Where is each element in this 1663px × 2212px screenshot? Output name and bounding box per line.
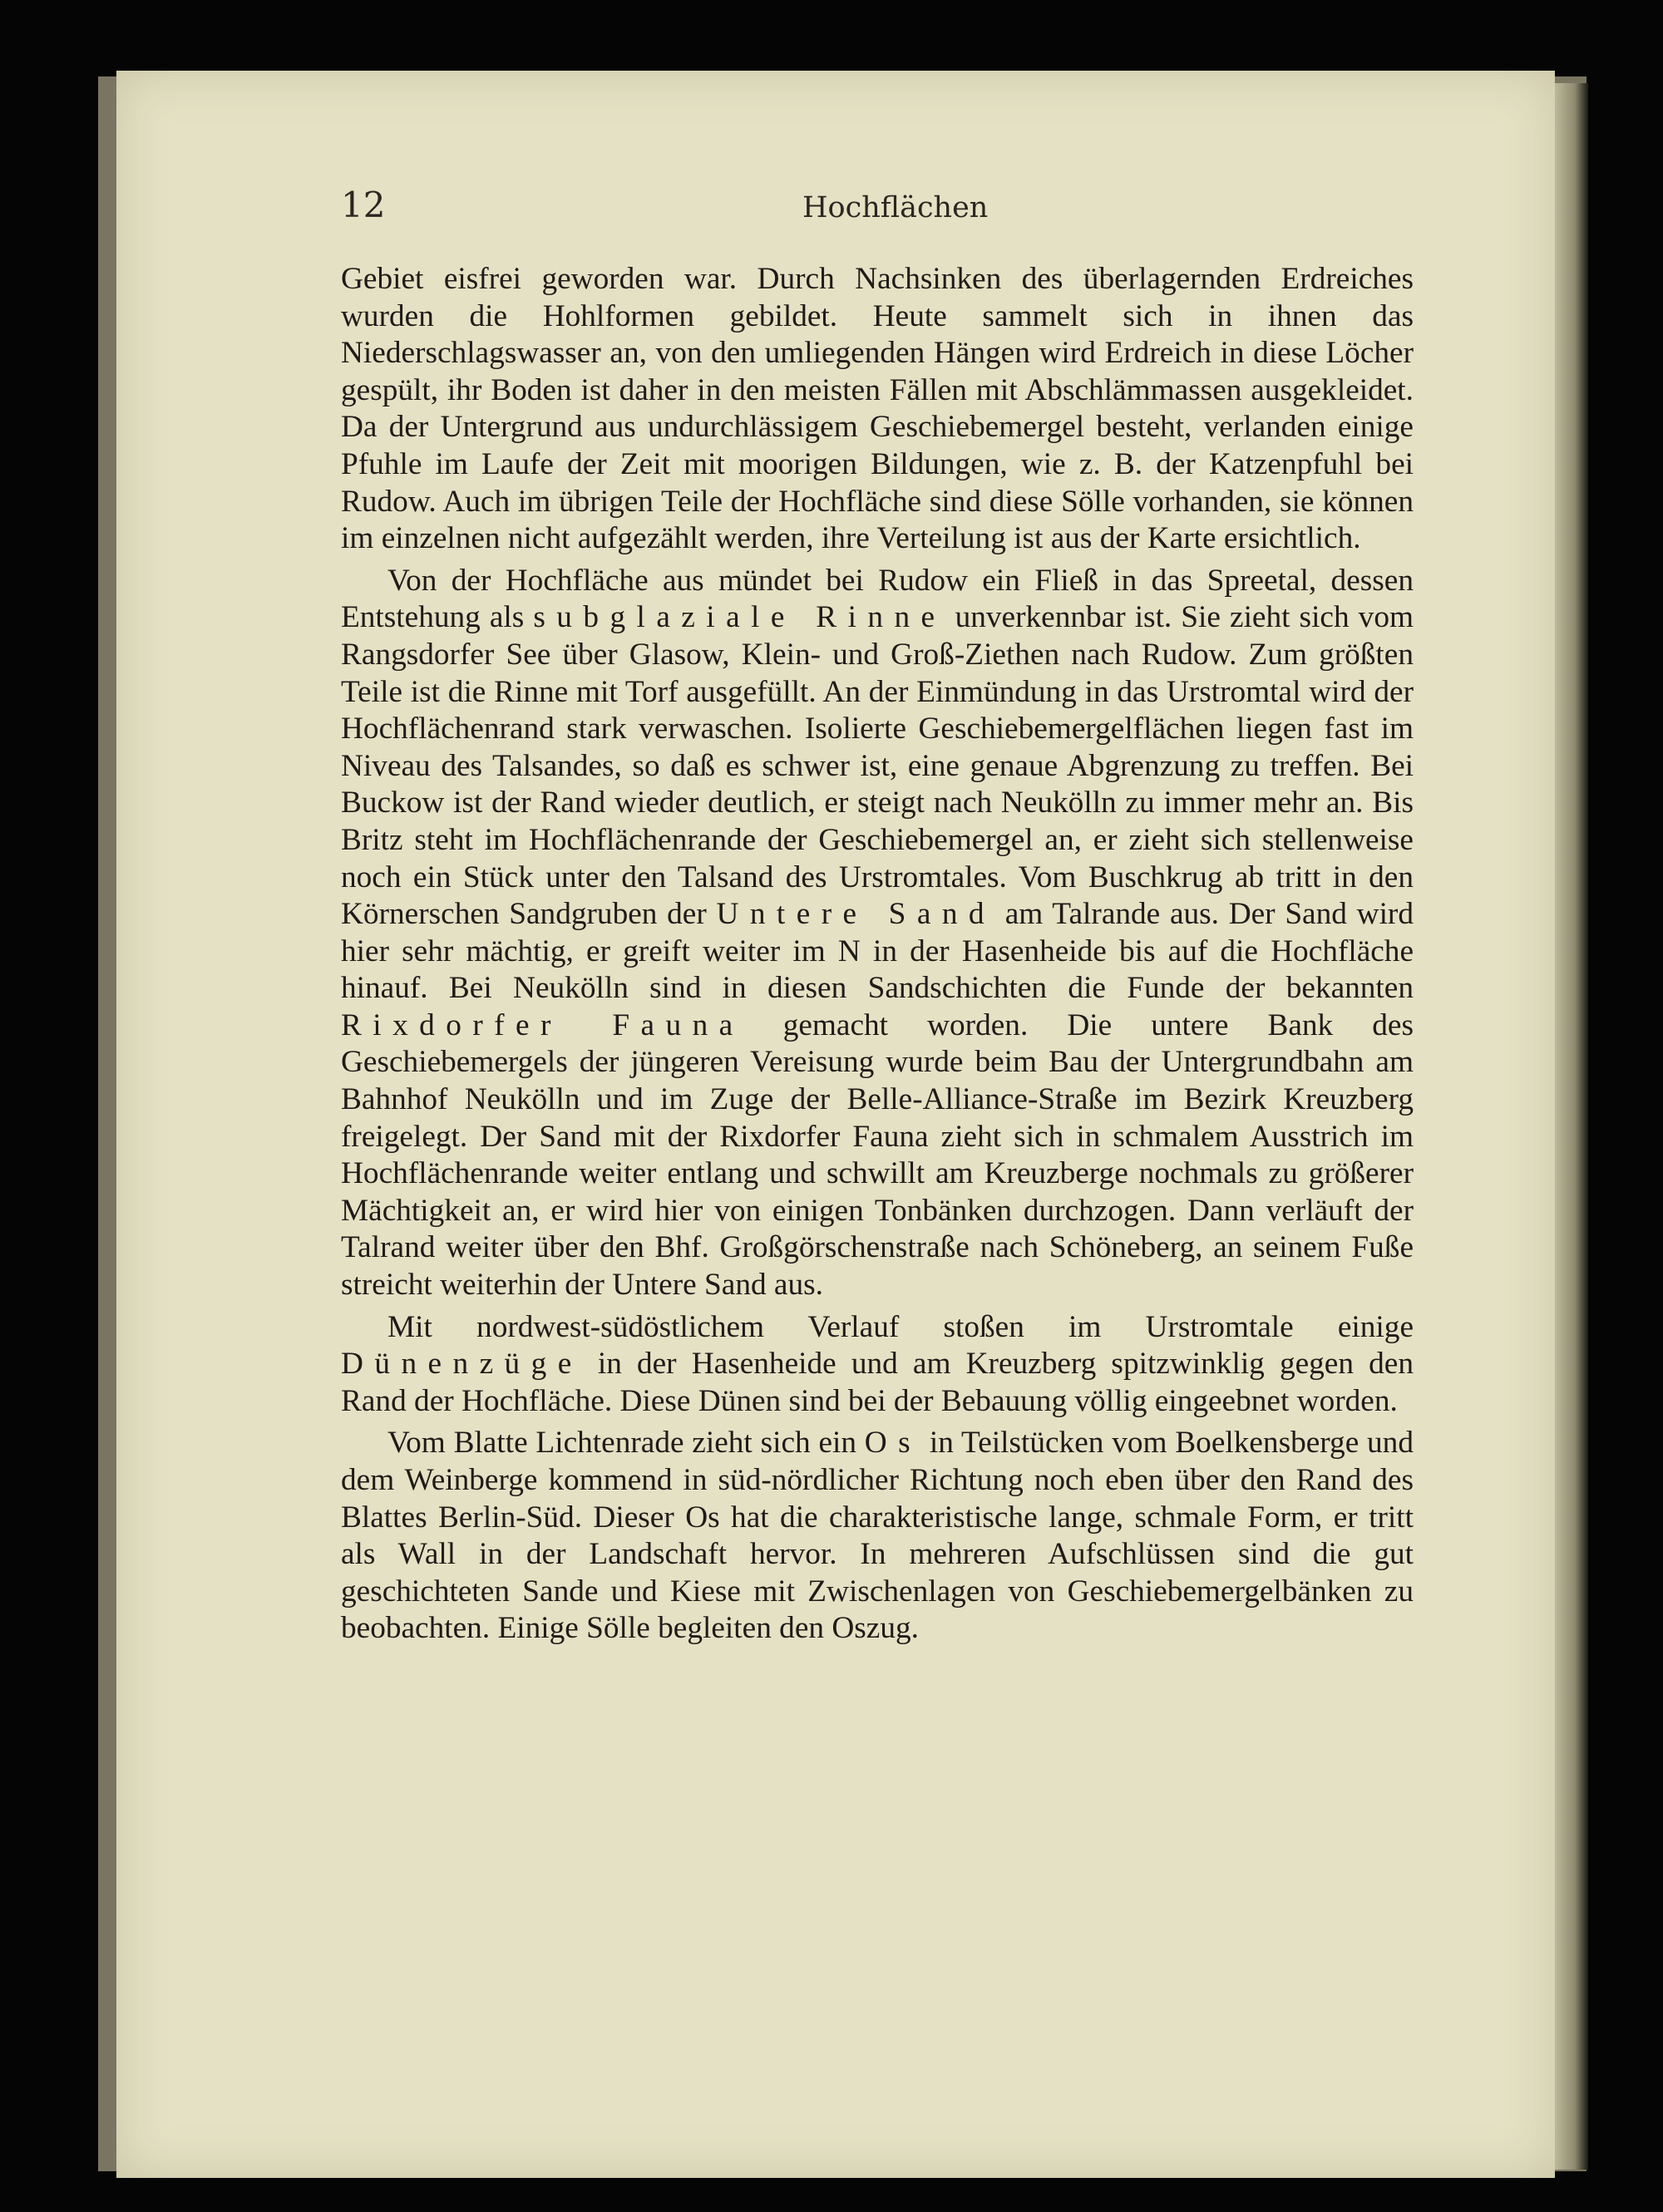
spaced-emphasis: Untere Sand bbox=[716, 897, 995, 932]
page-number: 12 bbox=[341, 185, 386, 225]
text-segment: Von der Hochfläche aus mündet bei Rudow ein Fließ in das Spreetal, dessen Entstehung als bbox=[341, 563, 1414, 635]
page-header bbox=[341, 185, 1430, 234]
spaced-emphasis: Os bbox=[864, 1426, 922, 1461]
text-segment: am Talrande aus. Der Sand wird hier sehr mächtig, er greift weiter im N in der Hasenheide bis auf die Hochfläche hinauf. Bei Neukölln sind in diesen Sandschichten die Funde der bekannten bbox=[341, 897, 1414, 1006]
paragraph-3 bbox=[341, 1309, 1414, 1421]
text-segment: unverkennbar ist. Sie zieht sich vom Rangsdorfer See über Glasow, Klein- und Groß-Ziethen nach Rudow. Zum größten Teile ist die Rinne mit Torf ausgefüllt. An der Einmündung in das Urstromtal wird der Hochflächenrand stark verwaschen. Isolierte Geschiebemergelflächen liegen fast im Niveau des Talsandes, so daß es schwer ist, eine genaue Abgrenzung zu treffen. Bei Buckow ist der Rand wieder deutlich, er steigt nach Neukölln zu immer mehr an. Bis Britz steht im Hochflächenrande der Geschiebemergel an, er zieht sich stellenweise noch ein Stück unter den Talsand des Urstromtales. Vom Buschkrug ab tritt in den Körnerschen Sandgruben der bbox=[341, 600, 1414, 932]
text-segment: in der Hasenheide und am Kreuzberg spitzwinklig gegen den Rand der Hochfläche. Diese Dünen sind bei der Bebauung völlig eingeebnet worden. bbox=[341, 1347, 1414, 1418]
spaced-emphasis: Rixdorfer Fauna bbox=[341, 1007, 744, 1042]
spaced-emphasis: subglaziale Rinne bbox=[533, 600, 946, 635]
body-text bbox=[341, 261, 1414, 1648]
text-segment: gemacht worden. Die untere Bank des Geschiebemergels der jüngeren Vereisung wurde beim Bau der Untergrundbahn am Bahnhof Neukölln und im Zuge der Belle-Alliance-Straße im Bezirk Kreuzberg freigelegt. Der Sand mit der Rixdorfer Fauna zieht sich in schmalem Ausstrich im Hochflächenrande weiter entlang und schwillt am Kreuzberge nochmals zu größerer Mächtigkeit an, er wird hier von einigen Tonbänken durchzogen. Dann verläuft der Talrand weiter über den Bhf. Großgörschenstraße nach Schöneberg, an seinem Fuße streicht weiterhin der Untere Sand aus. bbox=[341, 1007, 1414, 1303]
text-segment: Mit nordwest-südöstlichem Verlauf stoßen im Urstromtale einige bbox=[387, 1309, 1414, 1344]
paragraph-4 bbox=[341, 1425, 1414, 1648]
text-segment: Vom Blatte Lichtenrade zieht sich ein bbox=[387, 1426, 865, 1461]
spaced-emphasis: Dünenzüge bbox=[341, 1347, 583, 1382]
paragraph-1 bbox=[341, 261, 1414, 558]
text-segment: Gebiet eisfrei geworden war. Durch Nachsinken des überlagernden Erdreiches wurden die Hohlformen gebildet. Heute sammelt sich in ihnen das Niederschlagswasser an, von den umliegenden Hängen wird Erdreich in diese Löcher gespült, ihr Boden ist daher in den meisten Fällen mit Abschlämmassen ausgekleidet. Da der Untergrund aus undurchlässigem Geschiebemergel besteht, verlanden einige Pfuhle im Laufe der Zeit mit moorigen Bildungen, wie z. B. der Katzenpfuhl bei Rudow. Auch im übrigen Teile der Hochfläche sind diese Sölle vorhanden, sie können im einzelnen nicht aufgezählt werden, ihre Verteilung ist aus der Karte ersichtlich. bbox=[341, 262, 1414, 556]
page-edge bbox=[1555, 83, 1588, 2170]
text-segment: in Teilstücken vom Boelkensberge und dem Weinberge kommend in süd-nördlicher Richtung noch eben über den Rand des Blattes Berlin-Süd. Dieser Os hat die charakteristische lange, schmale Form, er tritt als Wall in der Landschaft hervor. In mehreren Aufschlüssen sind die gut geschichteten Sande und Kiese mit Zwischenlagen von Geschiebemergelbänken zu beobachten. Einige Sölle begleiten den Oszug. bbox=[341, 1426, 1414, 1646]
running-title: Hochflächen bbox=[802, 191, 989, 224]
paragraph-2 bbox=[341, 563, 1414, 1304]
